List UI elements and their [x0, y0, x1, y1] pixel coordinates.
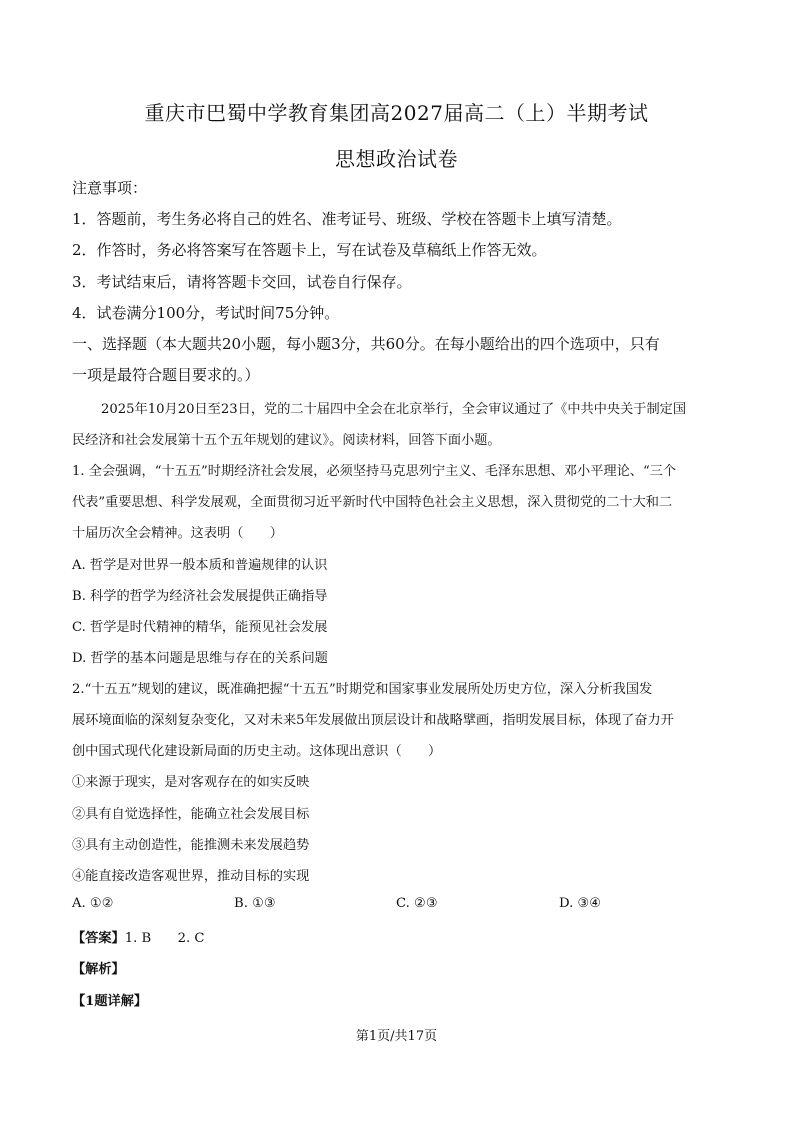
page-number: 第1页/共17页: [355, 1029, 438, 1044]
q2-option-d: D. ③④: [559, 896, 602, 911]
q2-statement-2: ②具有自觉选择性，能确立社会发展目标: [72, 807, 310, 822]
q2-statement-1: ①来源于现实，是对客观存在的如实反映: [72, 775, 310, 790]
material-line2: 民经济和社会发展第十五个五年规划的建议》。阅读材料，回答下面小题。: [72, 433, 501, 448]
analysis-label: 【解析】: [72, 962, 125, 977]
q2-option-a: A. ①②: [72, 896, 114, 911]
section-intro-line2: 一项是最符合题目要求的。）: [72, 366, 260, 384]
q2-option-c: C. ②③: [396, 896, 438, 911]
exam-subtitle: 思想政治试卷: [335, 147, 458, 171]
q2-statement-4: ④能直接改造客观世界，推动目标的实现: [72, 869, 310, 884]
q1-option-d: D. 哲学的基本问题是思维与存在的关系问题: [72, 651, 328, 666]
q2-stem-line2: 展环境面临的深刻复杂变化，又对未来5年发展做出顶层设计和战略擘画，指明发展目标，体现了奋力开: [72, 713, 674, 728]
q2-statement-3: ③具有主动创造性，能推测未来发展趋势: [72, 838, 310, 853]
section-intro-line1: 一、选择题（本大题共20小题，每小题3分，共60分。在每小题给出的四个选项中，只有: [72, 335, 660, 353]
q1-detail-label: 【1题详解】: [72, 994, 148, 1009]
notice-item-2: 2．作答时，务必将答案写在答题卡上，写在试卷及草稿纸上作答无效。: [72, 241, 547, 259]
answer-line: [72, 927, 724, 946]
notice-heading: 注意事项：: [72, 179, 148, 197]
q1-option-c: C. 哲学是时代精神的精华，能预见社会发展: [72, 620, 328, 635]
material-line1: 2025年10月20日至23日，党的二十届四中全会在北京举行，全会审议通过了《中共中央关于制定国: [101, 402, 687, 417]
q2-option-b: B. ①③: [234, 896, 276, 911]
answer-text: 1. B 2. C: [124, 931, 205, 946]
q1-stem-line3: 十届历次全会精神。这表明（ ）: [72, 526, 283, 541]
exam-title: 重庆市巴蜀中学教育集团高2027届高二（上）半期考试: [144, 101, 649, 125]
q1-option-a: A. 哲学是对世界一般本质和普遍规律的认识: [72, 558, 328, 573]
answer-label: 【答案】: [72, 931, 125, 946]
q1-stem-line2: 代表”重要思想、科学发展观，全面贯彻习近平新时代中国特色社会主义思想，深入贯彻党的二十大和二: [72, 495, 673, 510]
q2-stem-line3: 创中国式现代化建设新局面的历史主动。这体现出意识（ ）: [72, 744, 442, 759]
notice-item-3: 3．考试结束后，请将答题卡交回，试卷自行保存。: [72, 273, 412, 291]
q1-stem-line1: 1. 全会强调，“十五五”时期经济社会发展，必须坚持马克思列宁主义、毛泽东思想、邓小平理论、“三个: [72, 464, 677, 479]
notice-item-4: 4．试卷满分100分，考试时间75分钟。: [72, 304, 340, 322]
q1-option-b: B. 科学的哲学为经济社会发展提供正确指导: [72, 589, 328, 604]
notice-item-1: 1．答题前，考生务必将自己的姓名、准考证号、班级、学校在答题卡上填写清楚。: [72, 210, 622, 228]
q2-stem-line1: 2.“十五五”规划的建议，既准确把握“十五五”时期党和国家事业发展所处历史方位，深入分析我国发: [72, 682, 653, 697]
